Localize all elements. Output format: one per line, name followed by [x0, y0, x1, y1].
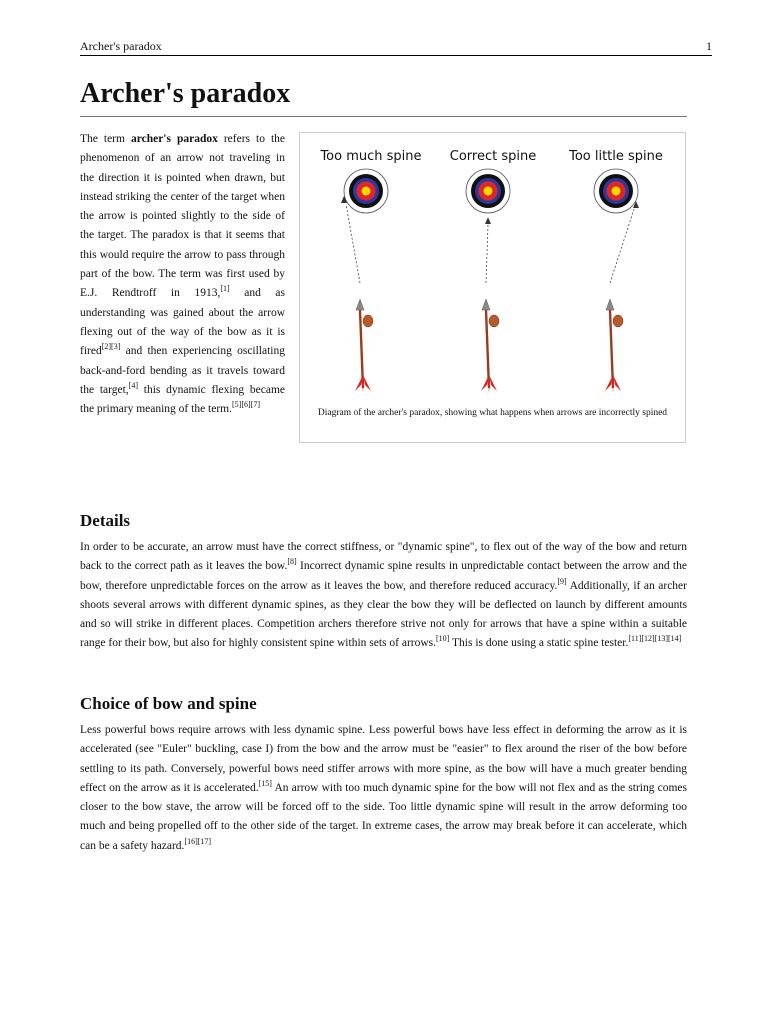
citation[interactable]: [5][6][7] — [232, 400, 260, 410]
bow-grip — [613, 315, 623, 327]
citation[interactable]: [11][12][13][14] — [628, 634, 682, 644]
fletching-right — [363, 375, 371, 391]
target-bullseye — [362, 187, 371, 196]
citation[interactable]: [2][3] — [101, 342, 121, 352]
running-header — [80, 37, 712, 56]
trajectory-line — [486, 225, 488, 283]
details-paragraph: In order to be accurate, an arrow must have the correct stiffness, or "dynamic spine", to flex out of the way of the bow and return back to the correct path as it leaves the bow.[8] Incorrect dynamic spine results in unpredictable contact between the arrow and the bow, therefore unpredictable forces on the arrow as it leaves the bow, and therefore reduced accuracy.[9] Additionally, if an archer shoots several arrows with different dynamic spines, as they clear the bow they will be deflected on launch by different amounts and so will strike in different places. Competition archers therefore strive not only for arrows that have a spine within a suitable range for their bow, but also for highly consistent spine within sets of arrows.[10] This is done using a static spine tester.[11][12][13][14] — [80, 541, 687, 650]
fletching-right — [489, 375, 497, 391]
page-number: 1 — [706, 39, 712, 53]
citation[interactable]: [16][17] — [184, 836, 212, 846]
trajectory-arrowhead — [485, 217, 491, 224]
target-bullseye — [612, 187, 621, 196]
section-heading-details: Details — [80, 511, 131, 530]
target-0 — [344, 169, 388, 213]
citation[interactable]: [15] — [258, 779, 272, 789]
target-2 — [594, 169, 638, 213]
trajectory-line — [610, 209, 634, 283]
arrowhead — [356, 299, 364, 310]
choice-paragraph: Less powerful bows require arrows with less dynamic spine. Less powerful bows have less effect in deforming the arrow as it is accelerated (see "Euler" buckling, case I) from the bow and the arrow must be "easier" to flex around the riser of the bow before settling to its path. Conversely, powerful bows need stiffer arrows with more spine, as the bow will have a much greater bending effect on the arrow as it is accelerated.[15] An arrow with too much dynamic spine for the bow will not flex and as the string comes closer to the bow stave, the arrow will be forced off to the side. Too little dynamic spine will result in the arrow deforming too much and being propelled off to the other side of the target. In extreme cases, the arrow may break before it can accelerate, which can be a safety hazard.[16][17] — [80, 724, 687, 852]
arrowhead — [482, 299, 490, 310]
citation[interactable]: [10] — [436, 634, 450, 644]
intro-paragraph: The term archer's paradox refers to the phenomenon of an arrow not traveling in the direction it is pointed when drawn, but instead striking the center of the target when the arrow is pointed slightly to the side of the target. The paradox is that it seems that this would require the arrow to pass through part of the bow. The term was first used by E.J. Rendtroff in 1913,[1] and as understanding was gained about the arrow flexing out of the way of the bow as it is fired[2][3] and then experiencing oscillating back-and-ford bending as it travels toward the target,[4] this dynamic flexing became the primary meaning of the term.[5][6][7] — [80, 133, 286, 416]
trajectory-line — [346, 204, 360, 283]
arrow-1 — [481, 299, 499, 393]
term-bold: archer's paradox — [130, 133, 218, 145]
arrowhead — [606, 299, 614, 310]
fletching-right — [613, 375, 621, 391]
page-title: Archer's paradox — [80, 74, 687, 117]
spine-diagram — [300, 133, 685, 398]
citation[interactable]: [8] — [287, 557, 297, 567]
bow-grip — [489, 315, 499, 327]
running-title: Archer's paradox — [80, 39, 162, 53]
target-1 — [466, 169, 510, 213]
citation[interactable]: [1] — [220, 284, 230, 294]
label-correct-spine: Correct spine — [449, 149, 537, 164]
bow-grip — [363, 315, 373, 327]
label-too-little-spine: Too little spine — [569, 149, 663, 164]
spine-diagram-figure — [299, 132, 686, 443]
arrow-0 — [355, 299, 373, 393]
target-bullseye — [484, 187, 493, 196]
citation[interactable]: [9] — [557, 576, 567, 586]
citation[interactable]: [4] — [128, 381, 138, 391]
section-heading-choice: Choice of bow and spine — [80, 694, 257, 713]
arrow-2 — [605, 299, 623, 393]
figure-caption: Diagram of the archer's paradox, showing what happens when arrows are incorrectly spined — [317, 408, 668, 418]
label-too-much-spine: Too much spine — [320, 149, 422, 164]
